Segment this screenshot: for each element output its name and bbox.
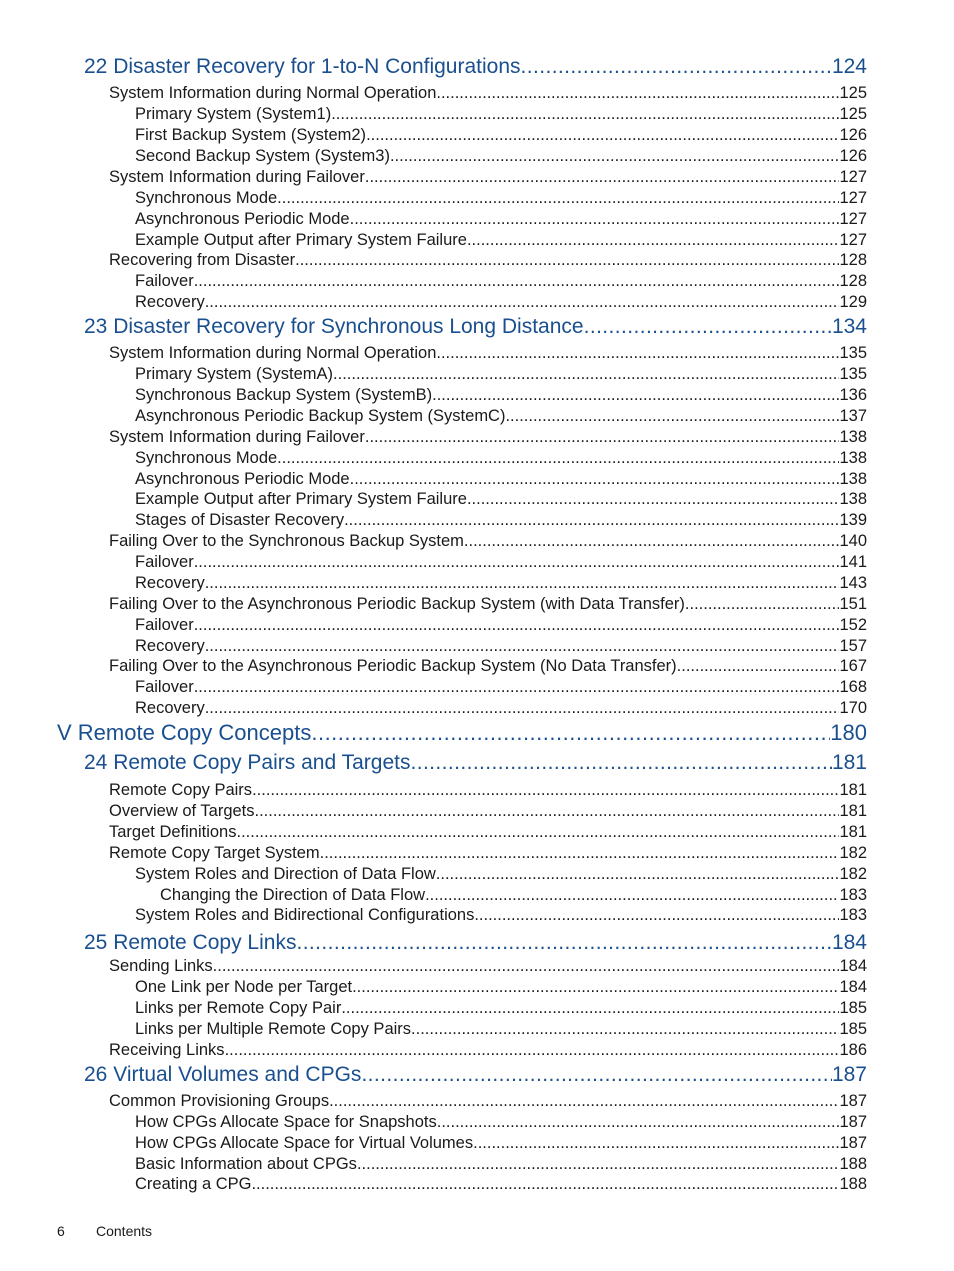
toc-entry[interactable] [135,293,867,312]
toc-entry-title: Failover [135,272,194,290]
toc-page-number: 143 [839,574,867,592]
toc-page-number: 138 [839,490,867,508]
toc-leader [505,407,839,426]
toc-page-number: 151 [839,595,867,613]
toc-entry[interactable] [135,511,867,530]
toc-entry[interactable] [135,1134,867,1153]
toc-page-number: 181 [839,823,867,841]
toc-page-number: 124 [831,55,867,78]
toc-entry-title: Changing the Direction of Data Flow [160,886,426,904]
toc-entry[interactable] [135,678,867,697]
toc-page-number: 183 [839,886,867,904]
toc-entry-title: System Roles and Direction of Data Flow [135,865,436,883]
toc-leader [366,126,839,145]
toc-entry-title: Links per Multiple Remote Copy Pairs [135,1020,412,1038]
toc-entry[interactable] [109,802,867,821]
toc-leader [474,906,839,925]
toc-entry[interactable] [135,490,867,509]
toc-page-number: 137 [839,407,867,425]
toc-page-number: 168 [839,678,867,696]
toc-entry[interactable] [109,251,867,270]
toc-entry[interactable] [135,105,867,124]
toc-leader [194,616,840,635]
toc-entry[interactable] [135,1175,867,1194]
toc-leader [277,189,839,208]
toc-leader [341,999,839,1018]
toc-entry-title: First Backup System (System2) [135,126,367,144]
toc-entry-title: System Information during Failover [109,428,365,446]
toc-page-number: 182 [839,844,867,862]
toc-page-number: 127 [839,168,867,186]
toc-entry-title: 26 Virtual Volumes and CPGs [84,1063,362,1086]
toc-entry[interactable] [109,595,867,614]
toc-leader [361,1063,832,1087]
toc-entry[interactable] [160,886,867,905]
toc-leader [410,751,831,775]
toc-leader [390,147,840,166]
toc-leader [467,231,840,250]
toc-entry[interactable] [135,553,867,572]
toc-page-number: 187 [831,1063,867,1086]
toc-page-number: 128 [839,272,867,290]
toc-page-number: 186 [839,1041,867,1059]
toc-entry[interactable] [135,189,867,208]
toc-entry[interactable] [135,407,867,426]
toc-entry[interactable] [135,126,867,145]
toc-page-number: 184 [839,957,867,975]
toc-entry-title: Primary System (System1) [135,105,332,123]
toc-page-number: 138 [839,449,867,467]
toc-entry[interactable] [109,957,867,976]
toc-entry[interactable] [135,637,867,656]
toc-leader [225,1041,840,1060]
toc-entry-title: Asynchronous Periodic Mode [135,210,350,228]
toc-entry-title: Basic Information about CPGs [135,1155,357,1173]
toc-entry[interactable] [109,657,867,676]
toc-entry[interactable] [84,1063,867,1087]
toc-entry[interactable] [135,999,867,1018]
toc-leader [213,957,840,976]
toc-entry-title: Failing Over to the Synchronous Backup System [109,532,464,550]
toc-leader [436,344,839,363]
toc-entry[interactable] [135,210,867,229]
toc-page-number: 182 [839,865,867,883]
toc-page-number: 127 [839,210,867,228]
toc-entry-title: Recovering from Disaster [109,251,296,269]
toc-leader [473,1134,839,1153]
toc-entry-title: Stages of Disaster Recovery [135,511,345,529]
toc-entry-title: Failing Over to the Asynchronous Periodic Backup System (with Data Transfer) [109,595,685,613]
toc-entry-title: Asynchronous Periodic Backup System (SystemC) [135,407,506,425]
toc-leader [685,595,840,614]
toc-page-number: 187 [839,1134,867,1152]
toc-entry-title: Example Output after Primary System Failure [135,490,467,508]
toc-leader [205,637,840,656]
toc-leader [205,699,840,718]
toc-entry[interactable] [135,574,867,593]
toc-entry[interactable] [135,906,867,925]
toc-entry-title: Failing Over to the Asynchronous Periodic Backup System (No Data Transfer) [109,657,677,675]
toc-leader [252,781,839,800]
toc-entry[interactable] [84,751,867,775]
toc-page-number: 125 [839,84,867,102]
toc-entry[interactable] [57,720,867,746]
toc-page-number: 126 [839,126,867,144]
toc-entry[interactable] [135,449,867,468]
toc-entry[interactable] [84,931,867,955]
toc-page-number: 185 [839,999,867,1017]
toc-leader [205,293,840,312]
toc-entry[interactable] [109,428,867,447]
toc-entry[interactable] [109,823,867,842]
toc-page-number: 167 [839,657,867,675]
toc-entry-title: Remote Copy Pairs [109,781,253,799]
toc-leader [194,678,840,697]
toc-entry[interactable] [109,344,867,363]
toc-entry-title: 24 Remote Copy Pairs and Targets [84,751,411,774]
toc-entry-title: 23 Disaster Recovery for Synchronous Long Distance [84,315,584,338]
toc-entry[interactable] [135,978,867,997]
toc-entry[interactable] [135,147,867,166]
toc-page-number: 135 [839,344,867,362]
toc-entry[interactable] [135,1113,867,1132]
toc-leader [352,978,839,997]
toc-entry-title: How CPGs Allocate Space for Snapshots [135,1113,437,1131]
toc-entry-title: 22 Disaster Recovery for 1-to-N Configurations [84,55,521,78]
toc-entry-title: Synchronous Mode [135,449,278,467]
toc-entry[interactable] [109,532,867,551]
toc-page-number: 181 [831,751,867,774]
toc-entry-title: Creating a CPG [135,1175,252,1193]
toc-entry-title: Recovery [135,637,205,655]
toc-leader [365,428,840,447]
toc-entry-title: Second Backup System (System3) [135,147,390,165]
toc-entry-title: Failover [135,616,194,634]
toc-entry[interactable] [135,1155,867,1174]
toc-entry-title: Target Definitions [109,823,237,841]
toc-entry[interactable] [109,844,867,863]
toc-leader [194,553,840,572]
toc-entry[interactable] [84,55,867,79]
toc-entry-title: Failover [135,678,194,696]
toc-leader [236,823,839,842]
toc-leader [357,1155,840,1174]
toc-page-number: 138 [839,428,867,446]
toc-leader [350,210,840,229]
toc-leader [436,84,839,103]
toc-page-number: 184 [839,978,867,996]
toc-entry[interactable] [109,1041,867,1060]
toc-leader [436,865,840,884]
toc-leader [295,251,839,270]
toc-leader [320,844,840,863]
toc-entry-title: Primary System (SystemA) [135,365,334,383]
toc-entry-title: Common Provisioning Groups [109,1092,330,1110]
toc-entry[interactable] [135,865,867,884]
toc-entry-title: Synchronous Backup System (SystemB) [135,386,433,404]
toc-entry-title: Recovery [135,293,205,311]
toc-leader [255,802,840,821]
toc-leader [584,315,832,339]
toc-page-number: 152 [839,616,867,634]
toc-page-number: 126 [839,147,867,165]
toc-leader [194,272,840,291]
toc-entry-title: Failover [135,553,194,571]
toc-leader [464,532,840,551]
toc-page-number: 127 [839,231,867,249]
toc-entry-title: System Information during Normal Operation [109,344,437,362]
toc-page-number: 180 [830,720,867,745]
toc-page-number: 187 [839,1092,867,1110]
toc-entry[interactable] [135,470,867,489]
toc-leader [296,931,832,955]
toc-leader [344,511,839,530]
toc-entry-title: Links per Remote Copy Pair [135,999,342,1017]
toc-entry-title: Remote Copy Target System [109,844,320,862]
toc-entry-title: Recovery [135,574,205,592]
toc-page-number: 128 [839,251,867,269]
toc-entry-title: System Information during Normal Operation [109,84,437,102]
toc-entry-title: Asynchronous Periodic Mode [135,470,350,488]
toc-page-number: 188 [839,1155,867,1173]
toc-page-number: 139 [839,511,867,529]
toc-entry[interactable] [135,386,867,405]
toc-leader [437,1113,840,1132]
toc-entry[interactable] [109,1092,867,1111]
toc-entry-title: V Remote Copy Concepts [57,720,312,745]
toc-leader [365,168,840,187]
toc-page-number: 127 [839,189,867,207]
toc-entry-title: Overview of Targets [109,802,255,820]
toc-page-number: 138 [839,470,867,488]
toc-page-number: 134 [831,315,867,338]
toc-page-number: 181 [839,802,867,820]
toc-entry-title: 25 Remote Copy Links [84,931,297,954]
toc-leader [311,720,830,746]
toc-leader [467,490,840,509]
toc-page-number: 183 [839,906,867,924]
toc-leader [411,1020,839,1039]
toc-entry[interactable] [135,1020,867,1039]
toc-leader [251,1175,839,1194]
toc-entry-title: Receiving Links [109,1041,225,1059]
toc-leader [350,470,840,489]
toc-entry-title: One Link per Node per Target [135,978,353,996]
toc-leader [521,55,832,79]
toc-entry-title: Recovery [135,699,205,717]
toc-leader [331,105,839,124]
toc-leader [432,386,839,405]
toc-leader [205,574,840,593]
toc-leader [677,657,840,676]
footer-page-number: 6 [57,1223,65,1239]
toc-page-number: 184 [831,931,867,954]
toc-page-number: 157 [839,637,867,655]
toc-entry[interactable] [109,781,867,800]
toc-page-number: 129 [839,293,867,311]
toc-entry[interactable] [135,272,867,291]
toc-page-number: 140 [839,532,867,550]
toc-page-number: 188 [839,1175,867,1193]
toc-entry-title: How CPGs Allocate Space for Virtual Volumes [135,1134,474,1152]
toc-entry-title: Example Output after Primary System Failure [135,231,467,249]
toc-leader [329,1092,839,1111]
toc-entry-title: System Information during Failover [109,168,365,186]
toc-entry[interactable] [109,84,867,103]
toc-entry[interactable] [135,365,867,384]
toc-page-number: 136 [839,386,867,404]
toc-entry-title: System Roles and Bidirectional Configurations [135,906,475,924]
toc-page-number: 141 [839,553,867,571]
toc-page-number: 170 [839,699,867,717]
toc-entry-title: Sending Links [109,957,213,975]
toc-entry[interactable] [84,315,867,339]
toc-entry[interactable] [109,168,867,187]
toc-entry-title: Synchronous Mode [135,189,278,207]
toc-entry[interactable] [135,616,867,635]
toc-page-number: 187 [839,1113,867,1131]
toc-page-number: 135 [839,365,867,383]
toc-entry[interactable] [135,231,867,250]
toc-entry[interactable] [135,699,867,718]
toc-page-number: 185 [839,1020,867,1038]
footer-section-label: Contents [96,1223,153,1239]
toc-leader [333,365,839,384]
toc-page-number: 181 [839,781,867,799]
toc-leader [425,886,839,905]
toc-page-number: 125 [839,105,867,123]
toc-leader [277,449,839,468]
